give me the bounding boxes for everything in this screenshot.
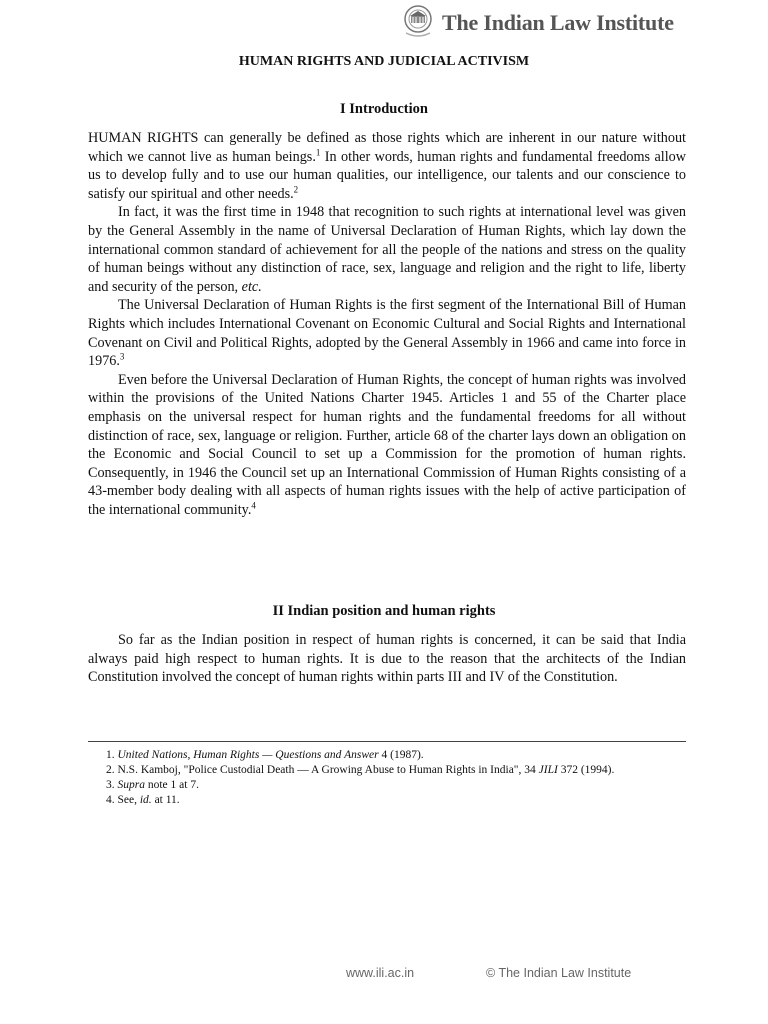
footnote-ref[interactable]: 4 bbox=[251, 500, 256, 511]
footnote-number: 2. bbox=[106, 764, 118, 776]
section-indian-position-body bbox=[88, 631, 686, 687]
footnote-ref[interactable]: 2 bbox=[293, 184, 299, 195]
paragraph-text-italic: etc. bbox=[241, 278, 262, 295]
paragraph bbox=[88, 203, 686, 296]
paragraph bbox=[88, 129, 686, 203]
paragraph-text: In fact, it was the first time in 1948 that recognition to such rights at international level was given by the General Assembly in the name of Universal Declaration of Human Rights, which lay down the international common standard of achievement for all the people of the nations and stress on the quality of human beings without any distinction of race, sex, language and religion and the right to life, liberty and security of the person, bbox=[88, 204, 686, 295]
footnote-text: 4 (1987). bbox=[378, 749, 424, 761]
footnote-divider bbox=[88, 741, 686, 742]
paragraph-text: Even before the Universal Declaration of Human Rights, the concept of human rights was involved within the provisions of the United Nations Charter 1945. Articles 1 and 55 of the Charter place emphasis on the universal respect for human rights and the fundamental freedoms for all without distinction of race, sex, language or religion. Further, article 68 of the charter lays down an obligation on the Economic and Social Council to set up a Commission for the promotion of human rights. Consequently, in 1946 the Council set up an International Commission of Human Rights consisting of a 43-member body dealing with all aspects of human rights issues with the help of active participation of the international community. bbox=[88, 371, 686, 518]
footnotes bbox=[88, 748, 686, 808]
footnote-text: 372 (1994). bbox=[557, 764, 615, 776]
footnote-citation-italic: Supra bbox=[117, 779, 145, 791]
paragraph-text: In other words, human rights and fundamental freedoms allow us to develop fully and to use our human qualities, our intelligence, our talents and our conscience to satisfy our spiritual and other needs. bbox=[88, 148, 687, 202]
paragraph bbox=[88, 371, 686, 520]
footnote-text: note 1 at 7. bbox=[144, 779, 199, 791]
paragraph bbox=[88, 296, 686, 370]
footnote-text: N.S. Kamboj, "Police Custodial Death — A Growing Abuse to Human Rights in India", 34 bbox=[117, 764, 539, 776]
footnote-text: at 11. bbox=[151, 794, 180, 806]
section-introduction-body bbox=[88, 129, 686, 519]
institute-name: The Indian Law Institute bbox=[442, 10, 674, 35]
institute-logo-icon bbox=[400, 3, 436, 39]
paragraph-text: The Universal Declaration of Human Rights is the first segment of the International Bill of Human Rights which includes International Covenant on Economic Cultural and Social Rights and International Covenant on Civil and Political Rights, adopted by the General Assembly in 1966 and came into force in 1976. bbox=[88, 297, 686, 370]
footnote-2 bbox=[88, 763, 686, 778]
footnote-number: 3. bbox=[106, 779, 118, 791]
footnote-text: See, bbox=[117, 794, 140, 806]
lead-text: HUMAN RIGHTS bbox=[88, 130, 199, 146]
footnote-ref[interactable]: 3 bbox=[119, 351, 125, 362]
paragraph-text: can generally be defined as those rights which are inherent in our nature without which we cannot live as human beings. bbox=[88, 130, 686, 165]
footnote-4 bbox=[88, 793, 686, 808]
footnote-citation-italic: id. bbox=[139, 794, 152, 806]
footer-copyright: © The Indian Law Institute bbox=[486, 966, 632, 980]
page-title: HUMAN RIGHTS AND JUDICIAL ACTIVISM bbox=[238, 54, 530, 69]
footnote-number: 4. bbox=[106, 794, 118, 806]
footnote-number: 1. bbox=[106, 749, 118, 761]
section-heading-indian-position: II Indian position and human rights bbox=[272, 603, 496, 619]
footnote-ref[interactable]: 1 bbox=[315, 146, 321, 157]
section-heading-introduction: I Introduction bbox=[340, 101, 428, 117]
footnote-1 bbox=[88, 748, 686, 763]
footnote-citation-italic: United Nations, Human Rights — Questions and Answer bbox=[117, 749, 379, 761]
footer-website-link[interactable]: www.ili.ac.in bbox=[346, 966, 415, 980]
footnote-citation-italic: JILI bbox=[538, 764, 558, 776]
paragraph: So far as the Indian position in respect of human rights is concerned, it can be said that India always paid high respect to human rights. It is due to the reason that the architects of the Indian Constitution involved the concept of human rights within parts III and IV of the Constitution. bbox=[88, 632, 686, 686]
footnote-3 bbox=[88, 778, 686, 793]
